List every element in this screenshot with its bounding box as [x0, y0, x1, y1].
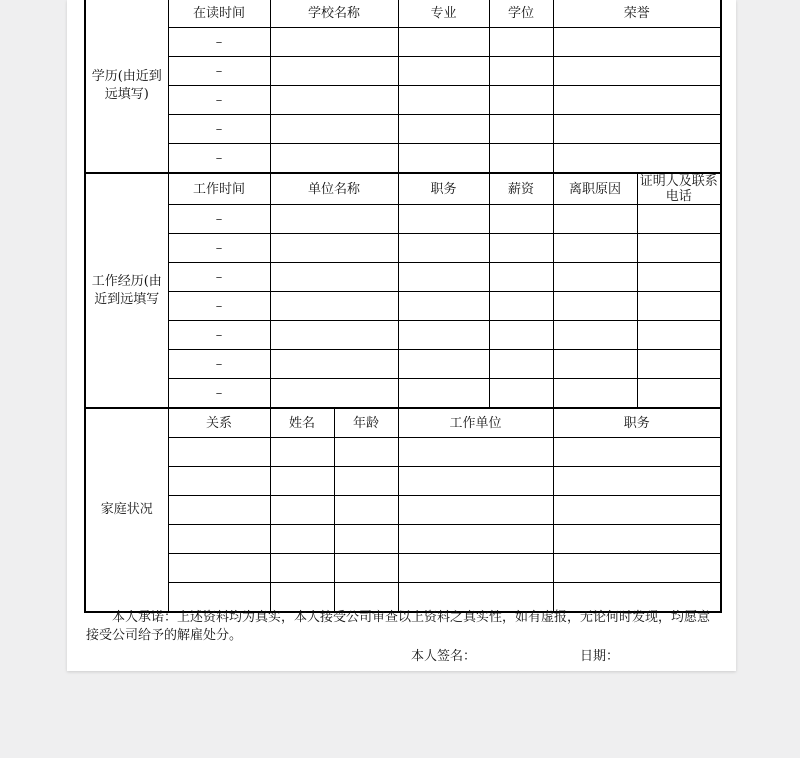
family-header-position: 职务 [553, 408, 721, 438]
table-row [85, 0, 721, 28]
work-row [85, 321, 721, 350]
table-row [85, 173, 721, 205]
edu-header-time: 在读时间 [168, 0, 270, 28]
work-header-reference: 证明人及联系电话 [637, 173, 721, 205]
edu-input-cell[interactable] [553, 86, 721, 115]
work-input-cell[interactable] [553, 379, 637, 409]
work-row [85, 350, 721, 379]
work-row [85, 205, 721, 234]
work-time-cell[interactable]: – [168, 234, 270, 263]
education-row [85, 144, 721, 174]
work-input-cell[interactable] [489, 263, 553, 292]
family-header-employer: 工作单位 [398, 408, 553, 438]
family-input-cell[interactable] [270, 438, 334, 467]
family-row [85, 583, 721, 613]
family-input-cell[interactable] [270, 496, 334, 525]
work-row [85, 234, 721, 263]
work-time-cell[interactable]: – [168, 321, 270, 350]
family-row [85, 467, 721, 496]
edu-header-honor: 荣誉 [553, 0, 721, 28]
family-input-cell[interactable] [553, 554, 721, 583]
edu-time-cell[interactable]: – [168, 144, 270, 174]
family-input-cell[interactable] [334, 438, 398, 467]
family-input-cell[interactable] [553, 525, 721, 554]
work-input-cell[interactable] [398, 350, 489, 379]
work-input-cell[interactable] [637, 205, 721, 234]
edu-header-major: 专业 [398, 0, 489, 28]
edu-time-cell[interactable]: – [168, 86, 270, 115]
family-input-cell[interactable] [398, 583, 553, 613]
work-input-cell[interactable] [637, 263, 721, 292]
edu-input-cell[interactable] [270, 86, 398, 115]
work-input-cell[interactable] [398, 379, 489, 409]
edu-input-cell[interactable] [489, 144, 553, 174]
work-input-cell[interactable] [553, 350, 637, 379]
family-input-cell[interactable] [334, 525, 398, 554]
family-input-cell[interactable] [334, 496, 398, 525]
family-input-cell[interactable] [270, 525, 334, 554]
signature-label: 本人签名： [411, 649, 477, 664]
family-input-cell[interactable] [398, 438, 553, 467]
work-input-cell[interactable] [637, 321, 721, 350]
edu-input-cell[interactable] [398, 28, 489, 57]
family-input-cell[interactable] [398, 467, 553, 496]
family-input-cell[interactable] [168, 438, 270, 467]
work-input-cell[interactable] [398, 234, 489, 263]
work-header-time: 工作时间 [168, 173, 270, 205]
work-input-cell[interactable] [637, 234, 721, 263]
edu-input-cell[interactable] [398, 115, 489, 144]
family-row [85, 554, 721, 583]
edu-input-cell[interactable] [270, 28, 398, 57]
date-label: 日期： [580, 649, 620, 664]
education-row [85, 86, 721, 115]
edu-input-cell[interactable] [553, 115, 721, 144]
family-input-cell[interactable] [168, 554, 270, 583]
work-time-cell[interactable]: – [168, 205, 270, 234]
edu-input-cell[interactable] [398, 86, 489, 115]
family-input-cell[interactable] [270, 467, 334, 496]
edu-input-cell[interactable] [489, 86, 553, 115]
family-input-cell[interactable] [398, 525, 553, 554]
edu-input-cell[interactable] [489, 57, 553, 86]
work-header-salary: 薪资 [489, 173, 553, 205]
family-input-cell[interactable] [168, 583, 270, 613]
family-input-cell[interactable] [334, 467, 398, 496]
work-header-reason: 离职原因 [553, 173, 637, 205]
work-input-cell[interactable] [398, 292, 489, 321]
work-input-cell[interactable] [489, 205, 553, 234]
family-input-cell[interactable] [168, 467, 270, 496]
work-time-cell[interactable]: – [168, 379, 270, 409]
work-input-cell[interactable] [489, 234, 553, 263]
family-input-cell[interactable] [398, 554, 553, 583]
work-input-cell[interactable] [270, 234, 398, 263]
family-input-cell[interactable] [553, 496, 721, 525]
work-input-cell[interactable] [398, 205, 489, 234]
work-input-cell[interactable] [637, 379, 721, 409]
edu-input-cell[interactable] [553, 144, 721, 174]
work-input-cell[interactable] [270, 205, 398, 234]
work-input-cell[interactable] [489, 379, 553, 409]
work-time-cell[interactable]: – [168, 350, 270, 379]
edu-header-degree: 学位 [489, 0, 553, 28]
family-input-cell[interactable] [270, 583, 334, 613]
work-time-cell[interactable]: – [168, 292, 270, 321]
edu-input-cell[interactable] [553, 28, 721, 57]
work-input-cell[interactable] [270, 292, 398, 321]
family-row [85, 496, 721, 525]
work-input-cell[interactable] [553, 234, 637, 263]
work-input-cell[interactable] [398, 321, 489, 350]
family-input-cell[interactable] [168, 525, 270, 554]
work-input-cell[interactable] [270, 321, 398, 350]
edu-input-cell[interactable] [270, 57, 398, 86]
family-input-cell[interactable] [553, 438, 721, 467]
edu-time-cell[interactable]: – [168, 115, 270, 144]
education-row [85, 57, 721, 86]
work-input-cell[interactable] [489, 350, 553, 379]
edu-time-cell[interactable]: – [168, 57, 270, 86]
edu-input-cell[interactable] [489, 115, 553, 144]
work-input-cell[interactable] [270, 350, 398, 379]
edu-input-cell[interactable] [270, 144, 398, 174]
family-input-cell[interactable] [334, 583, 398, 613]
edu-time-cell[interactable]: – [168, 28, 270, 57]
work-input-cell[interactable] [553, 263, 637, 292]
education-section-label: 学历(由近到远填写) [85, 0, 168, 173]
work-section-label: 工作经历(由近到远填写 [85, 173, 168, 408]
work-row [85, 263, 721, 292]
family-input-cell[interactable] [334, 554, 398, 583]
work-input-cell[interactable] [489, 292, 553, 321]
family-input-cell[interactable] [553, 583, 721, 613]
work-input-cell[interactable] [553, 292, 637, 321]
table-row [85, 408, 721, 438]
pledge-text: 本人承诺：上述资料均为真实，本人接受公司审查以上资料之真实性，如有虚报，无论何时发现，均愿意接受公司给予的解雇处分。 [86, 610, 711, 643]
edu-input-cell[interactable] [398, 57, 489, 86]
work-input-cell[interactable] [398, 263, 489, 292]
work-header-company: 单位名称 [270, 173, 398, 205]
family-header-age: 年龄 [334, 408, 398, 438]
work-input-cell[interactable] [637, 350, 721, 379]
family-row [85, 438, 721, 467]
work-row [85, 292, 721, 321]
edu-input-cell[interactable] [553, 57, 721, 86]
work-header-position: 职务 [398, 173, 489, 205]
family-input-cell[interactable] [168, 496, 270, 525]
work-input-cell[interactable] [270, 379, 398, 409]
family-input-cell[interactable] [553, 467, 721, 496]
family-section-label: 家庭状况 [85, 408, 168, 612]
family-input-cell[interactable] [270, 554, 334, 583]
work-input-cell[interactable] [637, 292, 721, 321]
work-input-cell[interactable] [553, 321, 637, 350]
family-input-cell[interactable] [398, 496, 553, 525]
work-input-cell[interactable] [489, 321, 553, 350]
work-input-cell[interactable] [270, 263, 398, 292]
education-row [85, 28, 721, 57]
family-header-relation: 关系 [168, 408, 270, 438]
work-input-cell[interactable] [553, 205, 637, 234]
edu-header-school: 学校名称 [270, 0, 398, 28]
family-header-name: 姓名 [270, 408, 334, 438]
edu-input-cell[interactable] [489, 28, 553, 57]
work-time-cell[interactable]: – [168, 263, 270, 292]
education-row [85, 115, 721, 144]
edu-input-cell[interactable] [398, 144, 489, 174]
resume-form-table [84, 0, 722, 613]
family-row [85, 525, 721, 554]
work-row [85, 379, 721, 409]
edu-input-cell[interactable] [270, 115, 398, 144]
